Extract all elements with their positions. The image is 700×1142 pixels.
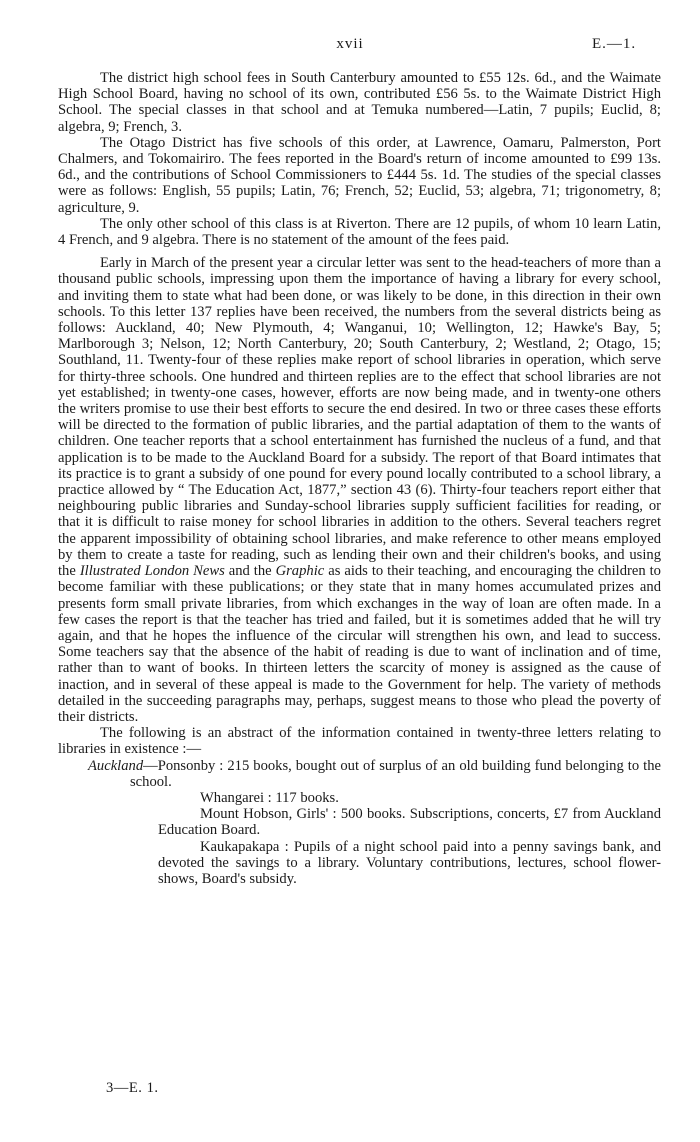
list-item: [58, 806, 661, 838]
list-item: [58, 790, 661, 806]
entry-ponsonby: Ponsonby : 215 books, bought out of surplus of an old building fund belonging to the school.: [130, 757, 661, 790]
document-body: [58, 70, 661, 887]
page-number: xvii: [336, 36, 364, 52]
italic-graphic: Graphic: [275, 563, 325, 580]
district-auckland: Auckland: [88, 757, 144, 774]
italic-illustrated-london-news: Illustrated London News: [79, 563, 225, 580]
list-item: [58, 839, 661, 888]
report-reference: E.—1.: [592, 36, 637, 52]
libraries-connector: and the: [228, 563, 272, 580]
paragraph-libraries: [58, 255, 661, 725]
paragraph-south-canterbury: The district high school fees in South Canterbury amounted to £55 12s. 6d., and the Waimate High School Board, having no school of its own, contributed £56 5s. to the Waimate District High School. The special classes in that school and at Temuka numbered—Latin, 7 pupils; Euclid, 8; algebra, 9; French, 3.: [58, 70, 661, 135]
entry-kaukapakapa: Kaukapakapa : Pupils of a night school paid into a penny savings bank, and devoted the savings to a library. Voluntary contributions, lectures, school flower-shows, Board's subsidy.: [158, 838, 661, 887]
libraries-text-part2: as aids to their teaching, and encouraging the children to become familiar with these publications; or they state that in many homes accumulated prizes and presents form small private libraries, from which exchanges in the way of loan are often made. In a few cases the report is that the teacher has tried and failed, but it is sometimes added that he will try again, and that he hopes the influence of the circular will strengthen his own, and lead to success. Some teachers say that the absence of the habit of reading is due to want of inclination and of time, rather than to want of books. In thirteen letters the scarcity of money is assigned as the cause of inaction, and in several of these appeal is made to the Government for help. The variety of methods detailed in the succeeding paragraphs may, perhaps, suggest means to those who plead the poverty of their districts.: [58, 563, 661, 725]
list-item: Auckland—Ponsonby : 215 books, bought out of surplus of an old building fund belonging to the school.: [88, 757, 661, 790]
entry-whangarei: Whangarei : 117 books.: [200, 789, 339, 806]
entry-mount-hobson: Mount Hobson, Girls' : 500 books. Subscriptions, concerts, £7 from Auckland Education Board.: [158, 806, 661, 839]
footer-signature: 3—E. 1.: [106, 1080, 159, 1096]
paragraph-otago: The Otago District has five schools of this order, at Lawrence, Oamaru, Palmerston, Port Chalmers, and Tokomairiro. The fees reported in the Board's return of income amounted to £99 13s. 6d., and the contributions of School Commissioners to £444 5s. 1d. The studies of the special classes were as follows: English, 55 pupils; Latin, 76; French, 52; Euclid, 53; algebra, 71; trigonometry, 8; agriculture, 9.: [58, 134, 661, 216]
libraries-text-part1: Early in March of the present year a circular letter was sent to the head-teachers of more than a thousand public schools, impressing upon them the importance of having a library for every school, and inviting them to state what had been done, or was likely to be done, in this direction in their own schools. To this letter 137 replies have been received, the numbers from the several districts being as follows: Auckland, 40; New Plymouth, 4; Wanganui, 10; Wellington, 12; Hawke's Bay, 5; Marlborough 3; Nelson, 12; North Canterbury, 20; South Canterbury, 2; Westland, 2; Otago, 15; Southland, 11. Twenty-four of these replies make report of school libraries in operation, which serve for thirty-three schools. One hundred and thirteen replies are to the effect that school libraries are not yet established; in twenty-one cases, however, efforts are now being made, and in twenty-one others the writers promise to use their best efforts to secure the end desired. In two or three cases these efforts will be directed to the formation of public libraries, and the partial adaptation of them to the wants of children. One teacher reports that a school entertainment has furnished the nucleus of a fund, and that application is to be made to the Auckland Board for a subsidy. The report of that Board intimates that its practice is to grant a subsidy of one pound for every pound locally contributed to a school library, a practice allowed by “ The Education Act, 1877,” section 43 (6). Thirty-four teachers report either that neighbouring public libraries and Sunday-school libraries supply sufficient facilities for reading, or that it is difficult to raise money for school libraries in addition to the others. Several teachers regret the apparent impossibility of obtaining school libraries, and make reference to other means employed by them to create a taste for reading, such as lending their own and their children's books, and using the: [58, 255, 661, 580]
paragraph-abstract-intro: The following is an abstract of the information contained in twenty-three letters relating to libraries in existence :—: [58, 725, 661, 758]
paragraph-riverton: The only other school of this class is at Riverton. There are 12 pupils, of whom 10 learn Latin, 4 French, and 9 algebra. There is no statement of the amount of the fees paid.: [58, 215, 661, 249]
